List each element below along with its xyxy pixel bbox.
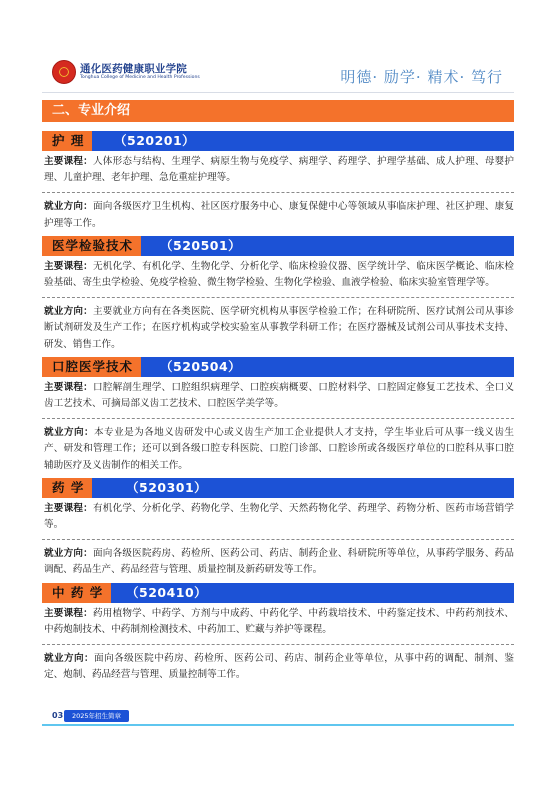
- major-courses: 主要课程：有机化学、分析化学、药物化学、生物化学、天然药物化学、药理学、药物分析、医药市场营销学等。: [44, 502, 515, 531]
- major-dental-tech: [42, 357, 514, 474]
- major-nursing: [42, 131, 514, 232]
- school-name-cn: 通化医药健康职业学院: [80, 63, 187, 75]
- major-title-bar: [42, 357, 514, 377]
- major-courses: 主要课程：药用植物学、中药学、方剂与中成药、中药化学、中药栽培技术、中药鉴定技术、中药药剂技术、中药炮制技术、中药制剂检测技术、中药加工、贮藏与养护等课程。: [44, 607, 515, 635]
- major-name: 药 学: [42, 478, 92, 498]
- major-code: （520501）: [160, 237, 242, 253]
- dashed-divider: [42, 297, 514, 298]
- page-number: 03: [52, 711, 64, 720]
- major-title-bar: [42, 478, 514, 498]
- major-code: （520410）: [126, 584, 208, 600]
- section-title: 二、专业介绍: [42, 100, 514, 122]
- major-courses: 主要课程：无机化学、有机化学、生物化学、分析化学、临床检验仪器、医学统计学、临床医学概论、临床检验基础、寄生虫学检验、免疫学检验、微生物学检验、生物化学检验、血液学检验、临床实验室管理学等。: [44, 260, 515, 289]
- school-logo: [52, 60, 262, 88]
- header-divider: [42, 92, 514, 93]
- major-medical-lab: [42, 236, 514, 353]
- school-motto: 明德· 励学· 精术· 笃行: [340, 68, 503, 86]
- school-emblem-icon: [52, 60, 76, 84]
- major-courses: 主要课程：人体形态与结构、生理学、病原生物与免疫学、病理学、药理学、护理学基础、成人护理、母婴护理、儿童护理、老年护理、急危重症护理等。: [44, 156, 515, 184]
- major-name: 医学检验技术: [42, 236, 141, 256]
- dashed-divider: [42, 418, 514, 419]
- major-careers: 就业方向：面向各级医院中药房、药检所、医药公司、药店、制药企业等单位，从事中药的调配、制剂、鉴定、炮制、药品经营与管理、质量控制等工作。: [44, 653, 515, 681]
- major-careers: 就业方向：面向各级医疗卫生机构、社区医疗服务中心、康复保健中心等领域从事临床护理、社区护理、康复护理等工作。: [44, 201, 515, 229]
- dashed-divider: [42, 644, 514, 645]
- major-pharmacy: [42, 478, 514, 579]
- page-header: [0, 0, 555, 96]
- page-footer: [42, 709, 514, 727]
- dashed-divider: [42, 192, 514, 193]
- footer-label: 2025年招生简章: [64, 710, 129, 722]
- school-name-en: Tonghua College of Medicine and Health Professions: [80, 75, 200, 80]
- major-careers: 就业方向：本专业是为各地义齿研发中心或义齿生产加工企业提供人才支持，学生毕业后可从事一线义齿生产、研发和管理工作；还可以到各级口腔专科医院、口腔门诊部、口腔诊所或各级医疗单位的口腔科从事口腔辅助医疗及义齿制作的相关工作。: [44, 427, 515, 471]
- majors-list: [42, 127, 514, 683]
- major-title-bar: [42, 236, 514, 256]
- major-code: （520301）: [126, 479, 208, 495]
- major-name: 护 理: [42, 131, 92, 151]
- dashed-divider: [42, 539, 514, 540]
- major-careers: 就业方向：主要就业方向有在各类医院、医学研究机构从事医学检验工作；在科研院所、医疗试剂公司从事诊断试剂研发及生产工作；在医疗机构或学校实验室从事教学科研工作；在医疗器械及试剂公司从事技术支持、研发、销售工作。: [44, 306, 515, 350]
- major-name: 中 药 学: [42, 583, 111, 603]
- major-careers: 就业方向：面向各级医院药房、药检所、医药公司、药店、制药企业、科研院所等单位，从事药学服务、药品调配、药品生产、药品经营与管理、质量控制及新药研发等工作。: [44, 548, 515, 576]
- major-name: 口腔医学技术: [42, 357, 141, 377]
- major-title-bar: [42, 583, 514, 603]
- major-chinese-pharmacy: [42, 583, 514, 684]
- major-courses: 主要课程：口腔解剖生理学、口腔组织病理学、口腔疾病概要、口腔材料学、口腔固定修复工艺技术、全口义齿工艺技术、可摘局部义齿工艺技术、口腔医学美学等。: [44, 381, 515, 410]
- major-code: （520504）: [160, 358, 242, 374]
- major-title-bar: [42, 131, 514, 151]
- major-code: （520201）: [114, 133, 196, 148]
- footer-line: [42, 724, 514, 726]
